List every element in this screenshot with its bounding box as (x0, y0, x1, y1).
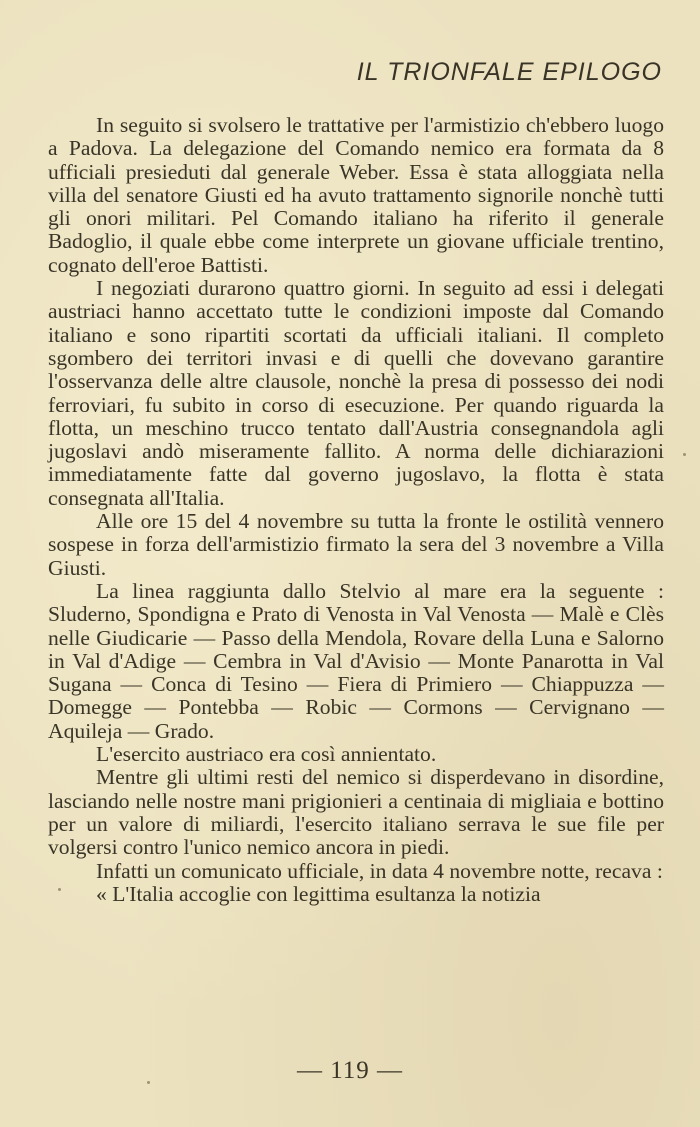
paper-speck (147, 1081, 150, 1084)
body-text (48, 114, 664, 906)
paragraph-quotation-start: « L'Italia accoglie con legittima esultanza la notizia (96, 881, 541, 906)
page-number: — 119 — (296, 1057, 404, 1084)
paragraph-negotiations: I negoziati durarono quattro giorni. In seguito ad essi i delegati austriaci hanno accettato tutte le condizioni imposte dal Comando italiano e sono ripartiti scortati da ufficiali italiani. Il completo sgombero dei territori invasi e di quelli che dovevano garantire l'osservanza delle altre clausole, nonchè la presa di possesso dei nodi ferroviari, fu subito in corso di esecuzione. Per quando riguarda la flotta, un meschino trucco tentato dall'Austria consegnandola agli jugoslavi andò miseramente fallito. A norma delle dichiarazioni immediatamente fatte dal governo jugoslavo, la flotta è stata consegnata all'Italia. (48, 276, 664, 510)
paragraph-army-annihilated: L'esercito austriaco era così annientato. (96, 742, 437, 767)
paper-speck (683, 453, 686, 456)
paragraph-enemy-dispersed: Mentre gli ultimi resti del nemico si disperdevano in disordine, lasciando nelle nostre mani prigionieri a centinaia di migliaia e bottino per un valore di miliardi, l'esercito italiano serrava le sue file per volgersi contro l'unico nemico ancora in piedi. (48, 765, 664, 860)
running-head: IL TRIONFALE EPILOGO (356, 58, 662, 86)
paragraph-armistice-talks: In seguito si svolsero le trattative per l'armistizio ch'ebbero luogo a Padova. La delegazione del Comando nemico era formata da 8 ufficiali presieduti dal generale Weber. Essa è stata alloggiata nella villa del senatore Giusti ed ha avuto trattamento signorile nonchè tutti gli onori militari. Pel Comando italiano ha riferito il generale Badoglio, il quale ebbe come interprete un giovane ufficiale trentino, cognato dell'eroe Battisti. (48, 113, 664, 277)
paragraph-official-communique: Infatti un comunicato ufficiale, in data 4 novembre notte, recava : (96, 858, 663, 883)
paper-speck (58, 888, 61, 891)
paragraph-front-line: La linea raggiunta dallo Stelvio al mare era la seguente : Sluderno, Spondigna e Prato di Venosta in Val Venosta — Malè e Clès nelle Giudicarie — Passo della Mendola, Rovare della Luna e Salorno in Val d'Adige — Cembra in Val d'Avisio — Monte Panarotta in Val Sugana — Conca di Tesino — Fiera di Primiero — Chiappuzza — Domegge — Pontebba — Robic — Cormons — Cervignano — Aquileja — Grado. (48, 578, 664, 743)
paragraph-hostilities-suspended: Alle ore 15 del 4 novembre su tutta la fronte le ostilità vennero sospese in forza dell'armistizio firmato la sera del 3 novembre a Villa Giusti. (48, 509, 664, 580)
